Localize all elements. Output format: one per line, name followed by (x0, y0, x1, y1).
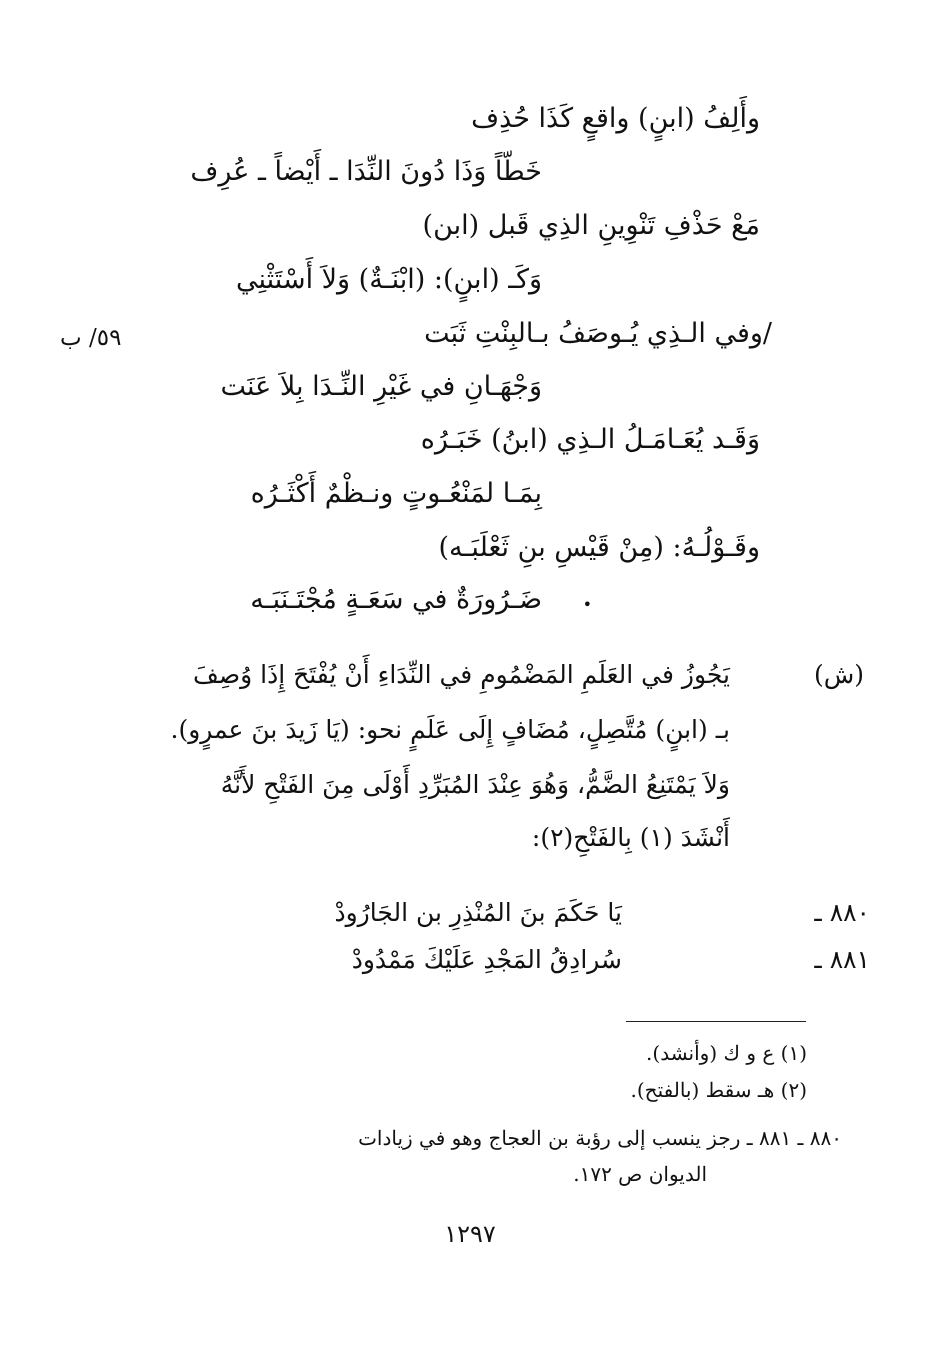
footnote: (٢) هـ سقط (بالفتح). (630, 1078, 807, 1102)
commentary-line: بـ (ابنٍ) مُتَّصِلٍ، مُضَافٍ إِلَى عَلَمٍ نحو: (يَا زَيدَ بنَ عمرٍو). (170, 715, 730, 744)
poem-number: ٨٨٠ ـ (814, 898, 870, 927)
verse-line: وَكَـ (ابنٍ): (ابْنَـةٌ) وَلاَ أَسْتَثْنِي (236, 264, 542, 295)
commentary-label: (ش) (813, 660, 864, 689)
verse-line: وقَـوْلُـهُ: (مِنْ قَيْسِ بنِ ثَعْلَبَـه) (438, 532, 760, 563)
commentary-line: وَلاَ يَمْتَنِعُ الضَّمُّ، وَهُوَ عِنْدَ المُبَرِّدِ أَوْلَى مِنَ الفَتْحِ لأَنَّهُ (220, 770, 730, 799)
verse-line: وأَلِفُ (ابنٍ) واقعٍ كَذَا حُذِف (471, 103, 760, 134)
commentary-line: أَنْشَدَ (١) بِالفَتْحِ(٢): (531, 823, 730, 852)
footnote: (١) ع و ك (وأنشد). (646, 1041, 807, 1065)
verse-line: ضَـرُورَةٌ في سَعَـةٍ مُجْتَـنَبَـه (250, 584, 542, 615)
verse-line: خَطّاً وَذَا دُونَ النِّدَا ـ أَيْضاً ـ عُرِف (190, 156, 542, 187)
poem-number: ٨٨١ ـ (814, 945, 870, 974)
verse-line: /وفي الـذِي يُـوصَفُ بـالبِنْتِ ثَبَت (424, 318, 772, 349)
commentary-line: يَجُوزُ في العَلَمِ المَضْمُومِ في النِّدَاءِ أَنْ يُفْتَحَ إِذَا وُصِفَ (193, 660, 730, 689)
footnote: ٨٨٠ ـ ٨٨١ ـ رجز ينسب إلى رؤبة بن العجاج وهو في زيادات (358, 1126, 842, 1150)
poem-line: يَا حَكَمَ بنَ المُنْذِرِ بن الجَارُودْ (334, 898, 622, 927)
page-number: ١٢٩٧ (444, 1220, 496, 1248)
poem-line: سُرادِقُ المَجْدِ عَلَيْكَ مَمْدُودْ (351, 945, 622, 974)
footnote-separator (626, 1021, 806, 1022)
verse-line: بِمَـا لمَنْعُـوتٍ ونـظْمٌ أَكْثَـرُه (250, 478, 542, 509)
verse-line: مَعْ حَذْفِ تَنْوِينِ الذِي قَبل (ابن) (422, 210, 760, 241)
verse-bullet: • (582, 595, 592, 614)
margin-folio-marker: ٥٩/ ب (60, 325, 122, 351)
verse-line: وَجْهَـانِ في غَيْرِ النِّـدَا بِلاَ عَنَت (220, 371, 542, 402)
footnote: الديوان ص ١٧٢. (573, 1162, 707, 1186)
verse-line: وَقَـد يُعَـامَـلُ الـذِي (ابنُ) خَبَـرُه (420, 424, 760, 455)
